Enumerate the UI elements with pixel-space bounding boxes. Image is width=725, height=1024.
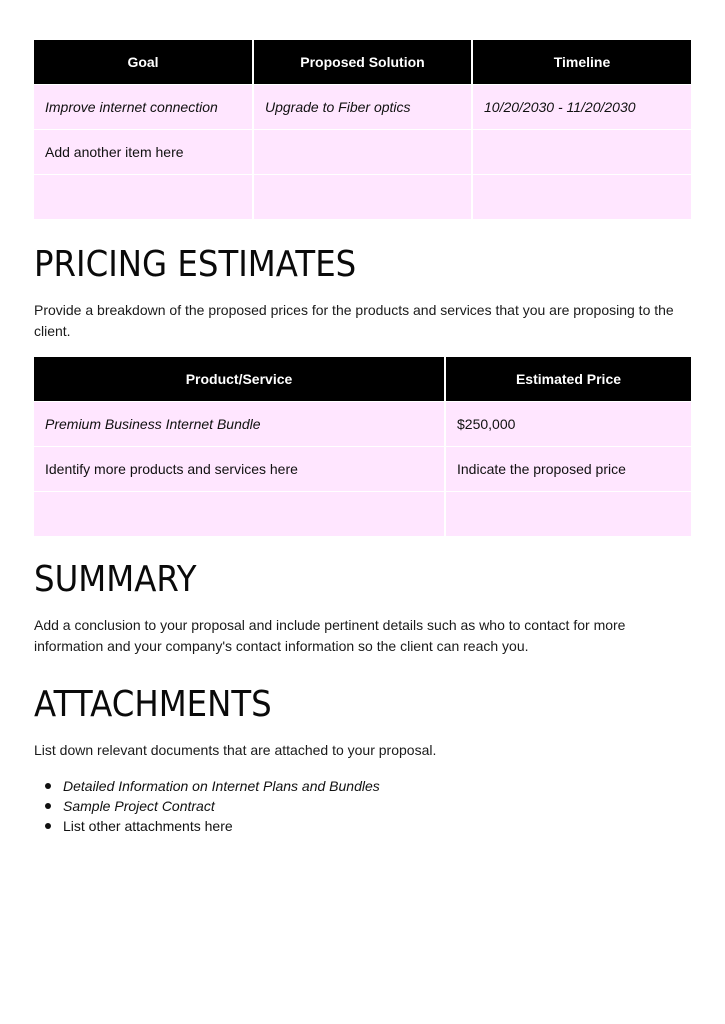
- bullet-icon: [45, 803, 51, 809]
- pricing-header-product: Product/Service: [34, 357, 445, 402]
- pricing-description: Provide a breakdown of the proposed prices for the products and services that you are proposing to the client.: [34, 302, 674, 339]
- attachments-description: List down relevant documents that are attached to your proposal.: [34, 742, 437, 758]
- goals-cell: [34, 175, 253, 220]
- table-row: [34, 85, 691, 130]
- goals-header-goal: Goal: [34, 40, 253, 85]
- goals-table-header-row: [34, 40, 691, 85]
- pricing-cell: Indicate the proposed price: [445, 447, 691, 492]
- summary-description: Add a conclusion to your proposal and include pertinent details such as who to contact for more information and your company's contact information so the client can reach you.: [34, 617, 626, 654]
- pricing-title: PRICING ESTIMATES: [34, 244, 357, 285]
- summary-title: SUMMARY: [34, 559, 197, 600]
- attachment-label: Sample Project Contract: [63, 798, 215, 814]
- table-row: [34, 130, 691, 175]
- pricing-cell: Identify more products and services here: [34, 447, 445, 492]
- goals-cell: Add another item here: [34, 130, 253, 175]
- table-row: [34, 402, 691, 447]
- goals-header-solution: Proposed Solution: [253, 40, 472, 85]
- goals-cell: [472, 175, 691, 220]
- list-item: [34, 816, 691, 836]
- pricing-cell: $250,000: [445, 402, 691, 447]
- goals-header-timeline: Timeline: [472, 40, 691, 85]
- pricing-cell: [445, 492, 691, 537]
- goals-table: [34, 40, 691, 219]
- goals-cell: 10/20/2030 - 11/20/2030: [472, 85, 691, 130]
- goals-cell: [472, 130, 691, 175]
- bullet-icon: [45, 823, 51, 829]
- pricing-header-price: Estimated Price: [445, 357, 691, 402]
- goals-cell: Improve internet connection: [34, 85, 253, 130]
- document-page: [34, 40, 691, 836]
- attachment-label: Detailed Information on Internet Plans and Bundles: [63, 778, 380, 794]
- table-row: [34, 175, 691, 220]
- list-item: [34, 796, 691, 816]
- pricing-cell: [34, 492, 445, 537]
- table-row: [34, 492, 691, 537]
- list-item: [34, 776, 691, 796]
- pricing-cell: Premium Business Internet Bundle: [34, 402, 445, 447]
- attachment-label: List other attachments here: [63, 818, 233, 834]
- goals-cell: [253, 130, 472, 175]
- table-row: [34, 447, 691, 492]
- bullet-icon: [45, 783, 51, 789]
- attachments-list: [34, 776, 691, 836]
- attachments-title: ATTACHMENTS: [34, 684, 272, 725]
- goals-cell: Upgrade to Fiber optics: [253, 85, 472, 130]
- pricing-table: [34, 357, 691, 536]
- goals-cell: [253, 175, 472, 220]
- pricing-table-header-row: [34, 357, 691, 402]
